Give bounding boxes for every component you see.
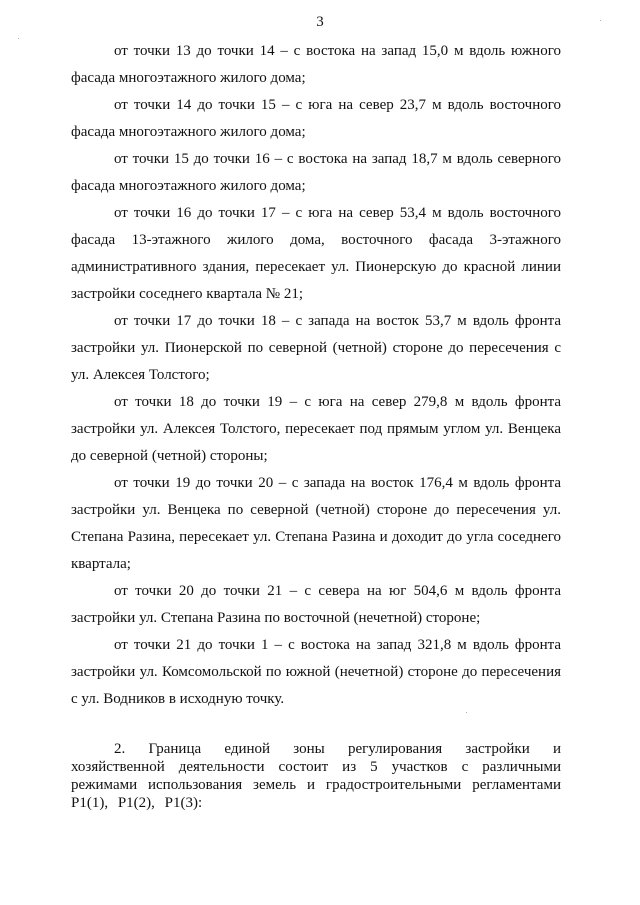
paragraph-19-20: от точки 19 до точки 20 – с запада на восток 176,4 м вдоль фронта застройки ул. Венцека по северной (четной) стороне до пересечения ул. Степана Разина, пересекает ул. Степана Разина и доходит до угла соседнего квартала; — [71, 475, 561, 572]
paragraph-14-15: от точки 14 до точки 15 – с юга на север 23,7 м вдоль восточного фасада многоэтажного жилого дома; — [71, 97, 561, 140]
paragraph-17-18: от точки 17 до точки 18 – с запада на восток 53,7 м вдоль фронта застройки ул. Пионерской по северной (четной) стороне до пересечения с ул. Алексея Толстого; — [71, 313, 561, 383]
section-2 — [71, 740, 561, 812]
paragraph-15-16: от точки 15 до точки 16 – с востока на запад 18,7 м вдоль северного фасада многоэтажного жилого дома; — [71, 151, 561, 194]
paragraph-16-17: от точки 16 до точки 17 – с юга на север 53,4 м вдоль восточного фасада 13-этажного жилого дома, восточного фасада 3-этажного административного здания, пересекает ул. Пионерскую до красной линии застройки соседнего квартала № 21; — [71, 205, 561, 302]
paragraph-21-1: от точки 21 до точки 1 – с востока на запад 321,8 м вдоль фронта застройки ул. Комсомольской по южной (нечетной) стороне до пересечения с ул. Водников в исходную точку. — [71, 637, 561, 707]
paragraph-20-21: от точки 20 до точки 21 – с севера на юг 504,6 м вдоль фронта застройки ул. Степана Разина по восточной (нечетной) стороне; — [71, 583, 561, 626]
paragraph-18-19: от точки 18 до точки 19 – с юга на север 279,8 м вдоль фронта застройки ул. Алексея Толстого, пересекает под прямым углом ул. Венцека до северной (четной) стороны; — [71, 394, 561, 464]
boundary-description — [71, 38, 561, 713]
scan-speck — [600, 20, 601, 21]
section-2-text: 2. Граница единой зоны регулирования застройки и хозяйственной деятельности состоит из 5 участков с различными режимами использования земель и градостроительными регламентами Р1(1), Р1(2), Р1(3): — [71, 741, 561, 811]
page-number: 3 — [316, 14, 324, 30]
paragraph-13-14: от точки 13 до точки 14 – с востока на запад 15,0 м вдоль южного фасада многоэтажного жилого дома; — [71, 43, 561, 86]
scan-speck — [466, 712, 467, 713]
scan-speck — [18, 38, 19, 39]
